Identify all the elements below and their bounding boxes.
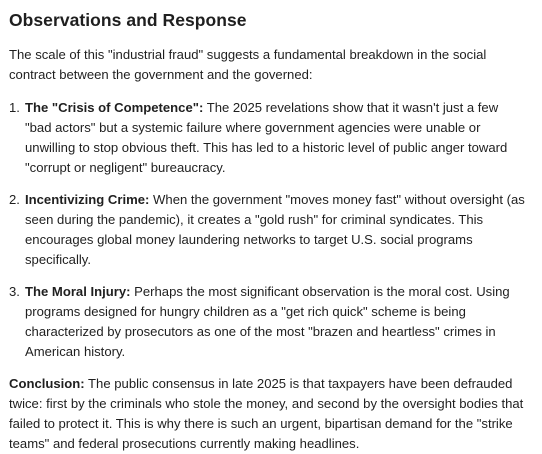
conclusion-paragraph [9,374,528,454]
list-item-heading: The "Crisis of Competence": [25,100,204,115]
list-item-text: Perhaps the most significant observation is the moral cost. Using programs designed for hungry children as a "get rich quick" scheme is being characterized by prosecutors as one of the most "brazen and heartless" crimes in American history. [25,284,510,359]
list-item-number: 1. [9,100,20,115]
list-item [9,282,528,362]
section-title: Observations and Response [9,10,247,30]
conclusion-heading: Conclusion: [9,376,85,391]
list-item-text: When the government "moves money fast" without oversight (as seen during the pandemic), it creates a "gold rush" for criminal syndicates. This encourages global money laundering networks to target U.S. social programs specifically. [25,192,525,267]
intro-paragraph: The scale of this "industrial fraud" suggests a fundamental breakdown in the social contract between the government and the governed: [9,47,487,82]
list-item-text: The 2025 revelations show that it wasn't just a few "bad actors" but a systemic failure where government agencies were unable or unwilling to stop obvious theft. This has led to a historic level of public anger toward "corrupt or negligent" bureaucracy. [25,100,508,175]
list-item-number: 3. [9,284,20,299]
list-item-heading: The Moral Injury: [25,284,131,299]
conclusion-text: The public consensus in late 2025 is that taxpayers have been defrauded twice: first by the criminals who stole the money, and second by the oversight bodies that failed to protect it. This is why there is such an urgent, bipartisan demand for the "strike teams" and federal prosecutions currently making headlines. [9,376,524,451]
list-item-number: 2. [9,192,20,207]
observations-list [9,98,528,362]
list-item [9,98,528,178]
list-item [9,190,528,270]
list-item-heading: Incentivizing Crime: [25,192,150,207]
